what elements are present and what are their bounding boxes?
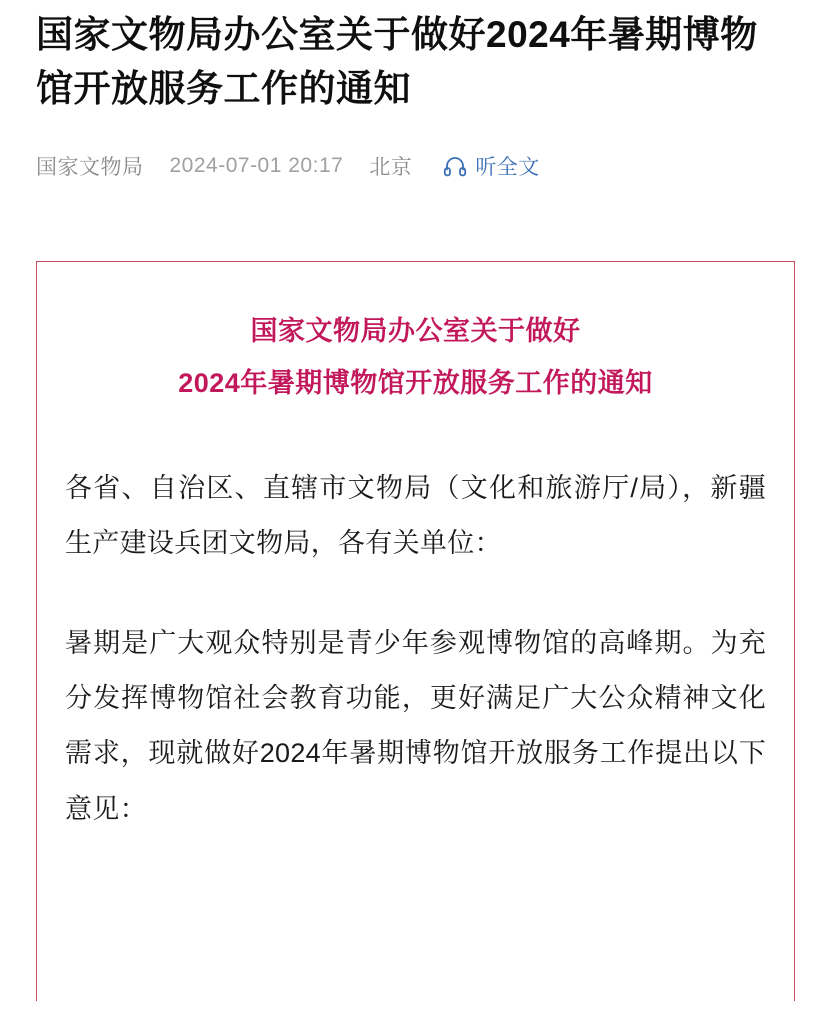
article-meta [36, 151, 795, 181]
document-card [36, 261, 795, 1001]
document-heading [65, 306, 766, 409]
meta-location: 北京 [369, 156, 413, 180]
document-heading-line-1: 国家文物局办公室关于做好 [250, 316, 581, 347]
listen-label: 听全文 [475, 156, 540, 180]
page-title: 国家文物局办公室关于做好2024年暑期博物馆开放服务工作的通知 [36, 14, 758, 109]
meta-source[interactable]: 国家文物局 [36, 156, 144, 180]
listen-button[interactable] [442, 151, 540, 181]
document-paragraph: 各省、自治区、直辖市文物局（文化和旅游厅/局），新疆生产建设兵团文物局，各有关单位： [65, 472, 766, 559]
headphone-icon [442, 153, 468, 179]
document-paragraph: 暑期是广大观众特别是青少年参观博物馆的高峰期。为充分发挥博物馆社会教育功能，更好满足广大公众精神文化需求，现就做好2024年暑期博物馆开放服务工作提出以下意见： [65, 627, 766, 824]
document-heading-line-2: 2024年暑期博物馆开放服务工作的通知 [178, 367, 653, 398]
meta-datetime: 2024-07-01 20:17 [169, 154, 344, 178]
